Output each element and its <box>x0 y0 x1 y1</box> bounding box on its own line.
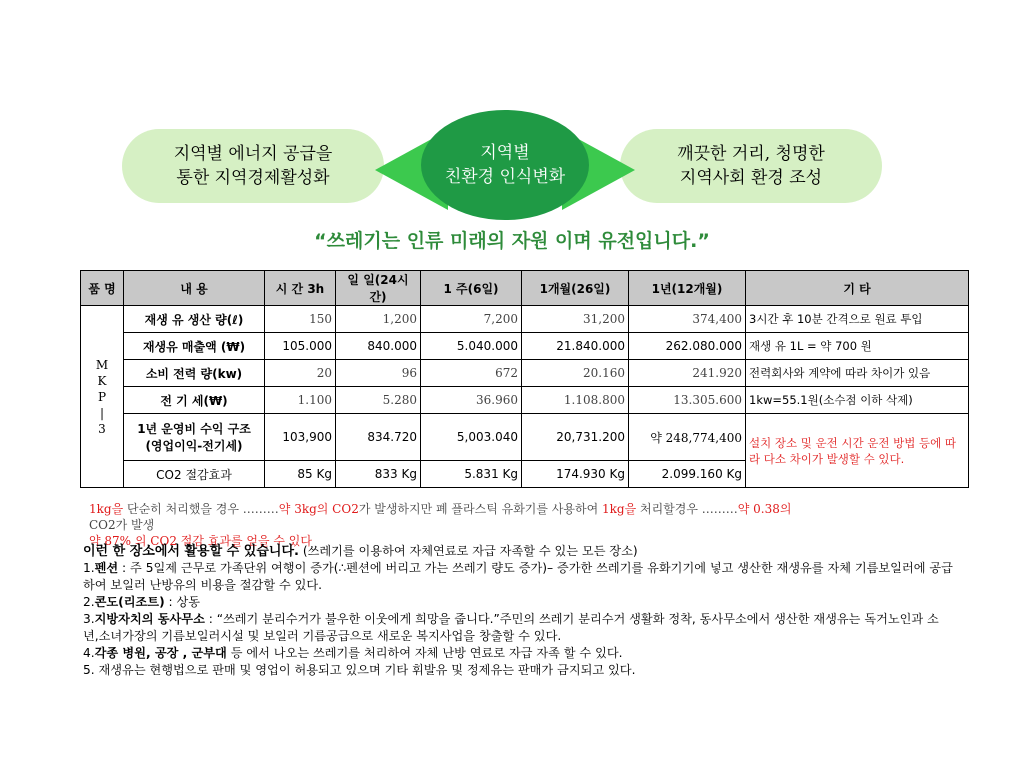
item-text: 재생유는 현행법으로 판매 및 영업이 허용되고 있으며 기타 휘발유 및 정제유는 판매가 금지되고 있다. <box>94 663 636 677</box>
header-item: 품 명 <box>81 271 124 306</box>
value-3h: 150 <box>265 306 336 333</box>
value-day: 840.000 <box>336 333 421 360</box>
value-day: 834.720 <box>336 414 421 461</box>
footnote-part: 약 0.38의 <box>737 502 792 516</box>
left-goal-line1: 지역별 에너지 공급을 <box>173 144 333 164</box>
row-note: 1kw=55.1원(소수점 이하 삭제) <box>746 387 969 414</box>
item-head: 펜션 <box>94 561 119 575</box>
value-week: 5.040.000 <box>421 333 522 360</box>
footnote-part: 단순히 처리했을 경우 ……… <box>123 502 279 516</box>
value-year: 241.920 <box>629 360 746 387</box>
value-week: 672 <box>421 360 522 387</box>
right-goal-pill <box>620 129 882 203</box>
value-month: 20,731.200 <box>522 414 629 461</box>
item-text: 등 에서 나오는 쓰레기를 처리하여 자체 난방 연료로 자급 자족 할 수 있다. <box>226 646 623 660</box>
value-month: 1.108.800 <box>522 387 629 414</box>
row-note: 재생 유 1L = 약 700 원 <box>746 333 969 360</box>
table-row <box>81 360 969 387</box>
value-3h: 85 Kg <box>265 461 336 488</box>
usage-title: 이런 한 장소에서 활용할 수 있습니다. <box>83 544 299 559</box>
footnote-part: 처리할경우 ……… <box>636 502 738 516</box>
value-week: 36.960 <box>421 387 522 414</box>
value-day: 833 Kg <box>336 461 421 488</box>
item-head: 지방자치의 동사무소 <box>94 612 205 626</box>
value-month: 174.930 Kg <box>522 461 629 488</box>
side-letter: | <box>99 405 105 420</box>
item-text: : “쓰레기 분리수거가 불우한 이웃에게 희망을 줍니다.”주민의 쓰레기 분리수거 생활화 정착, 동사무소에서 생산한 재생유는 독거노인과 소년,소녀가장의 기름보일러시설 및 보일러 기름공급으로 새로운 복지사업을 창출할 수 있다. <box>83 612 939 643</box>
value-day: 96 <box>336 360 421 387</box>
side-letter: K <box>97 373 107 388</box>
value-day: 5.280 <box>336 387 421 414</box>
item-text: : 주 5일제 근무로 가족단위 여행이 증가(∴펜션에 버리고 가는 쓰레기 량도 증가)– 증가한 쓰레기를 유화기기에 넣고 생산한 재생유를 자체 기름보일러에 공급하여 보일러 난방유의 비용을 절감할 수 있다. <box>83 561 953 592</box>
footnote-part: CO2가 발생 <box>89 518 155 532</box>
item-head: 각종 병원, 공장 , 군부대 <box>94 646 227 660</box>
item-number: 4. <box>83 646 95 660</box>
header-year: 1년(12개월) <box>629 271 746 306</box>
left-goal-line2: 통한 지역경제활성화 <box>176 168 330 188</box>
side-letter: 3 <box>98 421 106 436</box>
product-side-label <box>81 306 124 488</box>
table-row <box>81 306 969 333</box>
side-letter: M <box>95 357 109 372</box>
left-goal-pill <box>122 129 384 203</box>
co2-footnote <box>89 501 949 549</box>
row-label: 1년 운영비 수익 구조 (영업이익-전기세) <box>124 414 265 461</box>
value-week: 5.831 Kg <box>421 461 522 488</box>
center-goal-circle <box>421 110 589 220</box>
value-year: 262.080.000 <box>629 333 746 360</box>
list-item <box>83 594 953 611</box>
row-note: 전력회사와 계약에 따라 차이가 있음 <box>746 360 969 387</box>
value-year-highlight: 약 248,774,400 <box>629 414 746 461</box>
center-goal-line1: 지역별 <box>480 143 530 163</box>
slogan-quote: “쓰레기는 인류 미래의 자원 이며 유전입니다.” <box>314 230 710 252</box>
usage-heading <box>83 543 953 560</box>
value-week: 5,003.040 <box>421 414 522 461</box>
header-3h: 시 간 3h <box>265 271 336 306</box>
value-year: 13.305.600 <box>629 387 746 414</box>
header-content: 내 용 <box>124 271 265 306</box>
header-day: 일 일(24시간) <box>336 271 421 306</box>
value-year: 2.099.160 Kg <box>629 461 746 488</box>
revenue-table <box>80 270 969 488</box>
footnote-part: 약 3kg의 CO2 <box>278 502 359 516</box>
center-goal-line2: 친환경 인식변화 <box>444 167 566 187</box>
side-letter: P <box>97 389 107 404</box>
value-3h: 1.100 <box>265 387 336 414</box>
table-row <box>81 414 969 461</box>
header-week: 1 주(6일) <box>421 271 522 306</box>
usage-subtitle: (쓰레기를 이용하여 자체연료로 자급 자족할 수 있는 모든 장소) <box>298 544 638 558</box>
list-item <box>83 611 953 645</box>
item-head: 콘도(리조트) <box>94 595 165 609</box>
row-note: 3시간 후 10분 간격으로 원료 투입 <box>746 306 969 333</box>
row-label: 소비 전력 량(kw) <box>124 360 265 387</box>
value-month: 20.160 <box>522 360 629 387</box>
value-month: 31,200 <box>522 306 629 333</box>
table-row <box>81 387 969 414</box>
footnote-part: 1kg을 <box>89 502 124 516</box>
item-number: 3. <box>83 612 95 626</box>
footnote-part: 약 87% 의 CO2 절감 효과를 얻을 수 있다 <box>89 534 312 548</box>
row-label: 재생유 매출액 (₩) <box>124 333 265 360</box>
list-item <box>83 560 953 594</box>
item-number: 1. <box>83 561 95 575</box>
row-label: 재생 유 생산 량(ℓ) <box>124 306 265 333</box>
table-header-row <box>81 271 969 306</box>
row-label: CO2 절감효과 <box>124 461 265 488</box>
footnote-part: 1kg을 <box>601 502 637 516</box>
item-number: 2. <box>83 595 95 609</box>
row-label: 전 기 세(₩) <box>124 387 265 414</box>
usage-section <box>83 543 953 679</box>
value-month: 21.840.000 <box>522 333 629 360</box>
list-item <box>83 645 953 662</box>
value-year: 374,400 <box>629 306 746 333</box>
table-row <box>81 333 969 360</box>
item-text: : 상동 <box>164 595 201 609</box>
item-number: 5. <box>83 663 95 677</box>
row-note-warning: 설치 장소 및 운전 시간 운전 방법 등에 따라 다소 차이가 발생할 수 있다. <box>746 414 969 488</box>
list-item <box>83 662 953 679</box>
value-week: 7,200 <box>421 306 522 333</box>
right-goal-line1: 깨끗한 거리, 청명한 <box>677 144 825 164</box>
header-month: 1개월(26일) <box>522 271 629 306</box>
header-notes: 기 타 <box>746 271 969 306</box>
value-3h: 105.000 <box>265 333 336 360</box>
value-3h: 103,900 <box>265 414 336 461</box>
value-3h: 20 <box>265 360 336 387</box>
footnote-part: 가 발생하지만 폐 플라스틱 유화기를 사용하여 <box>358 502 602 516</box>
value-day: 1,200 <box>336 306 421 333</box>
right-goal-line2: 지역사회 환경 조성 <box>679 168 823 188</box>
